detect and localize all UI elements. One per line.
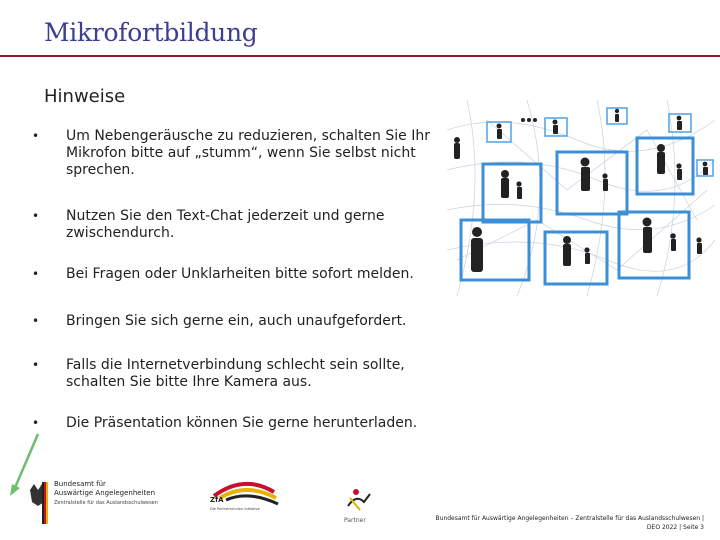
title-divider [0, 55, 720, 57]
logo-pasch-text: Partner [344, 517, 366, 524]
people-network-graphic [447, 100, 715, 296]
bullet-text: Falls die Internetverbindung schlecht sein sollte, schalten Sie bitte Ihre Kamera aus. [66, 357, 405, 390]
logo-bund-text-2: Auswärtige Angelegenheiten [54, 489, 156, 497]
logo-bund-text-1: Bundesamt für [54, 480, 106, 488]
bullet-text: Nutzen Sie den Text-Chat jederzeit und gerne zwischendurch. [66, 208, 385, 241]
footer-line-2: DEO 2022 | Seite 3 [646, 524, 704, 531]
bullet-marker: • [32, 129, 40, 143]
bullet-item [30, 415, 448, 432]
bullet-text: Um Nebengeräusche zu reduzieren, schalten Sie Ihr Mikrofon bitte auf „stumm“, wenn Sie selbst nicht sprechen. [66, 128, 430, 178]
bullet-item [30, 266, 448, 283]
slide-title: Mikrofortbildung [44, 18, 258, 47]
logo-zfa-text: ZfA [210, 496, 224, 504]
bullet-item [30, 128, 448, 179]
logo-zfa-sub: Die Partnerschulen-Initiative [210, 507, 260, 511]
slide-subtitle: Hinweise [44, 86, 126, 107]
bullet-item [30, 357, 448, 391]
bullet-item [30, 208, 448, 242]
bullet-marker: • [32, 358, 40, 372]
bullet-marker: • [32, 267, 40, 281]
bullet-marker: • [32, 314, 40, 328]
footer-logos [24, 472, 404, 534]
footer-line-1: Bundesamt für Auswärtige Angelegenheiten – Zentralstelle für das Auslandsschulwesen | [435, 515, 704, 522]
footer-text [404, 514, 704, 532]
bullet-marker: • [32, 416, 40, 430]
logo-strip [24, 472, 404, 534]
bullet-marker: • [32, 209, 40, 223]
bullet-text: Bringen Sie sich gerne ein, auch unaufgefordert. [66, 313, 407, 329]
bullet-text: Die Präsentation können Sie gerne herunterladen. [66, 415, 418, 431]
logo-bund-text-3: Zentralstelle für das Auslandsschulwesen [54, 500, 158, 506]
bullet-text: Bei Fragen oder Unklarheiten bitte sofort melden. [66, 266, 414, 282]
bullet-item [30, 313, 448, 330]
